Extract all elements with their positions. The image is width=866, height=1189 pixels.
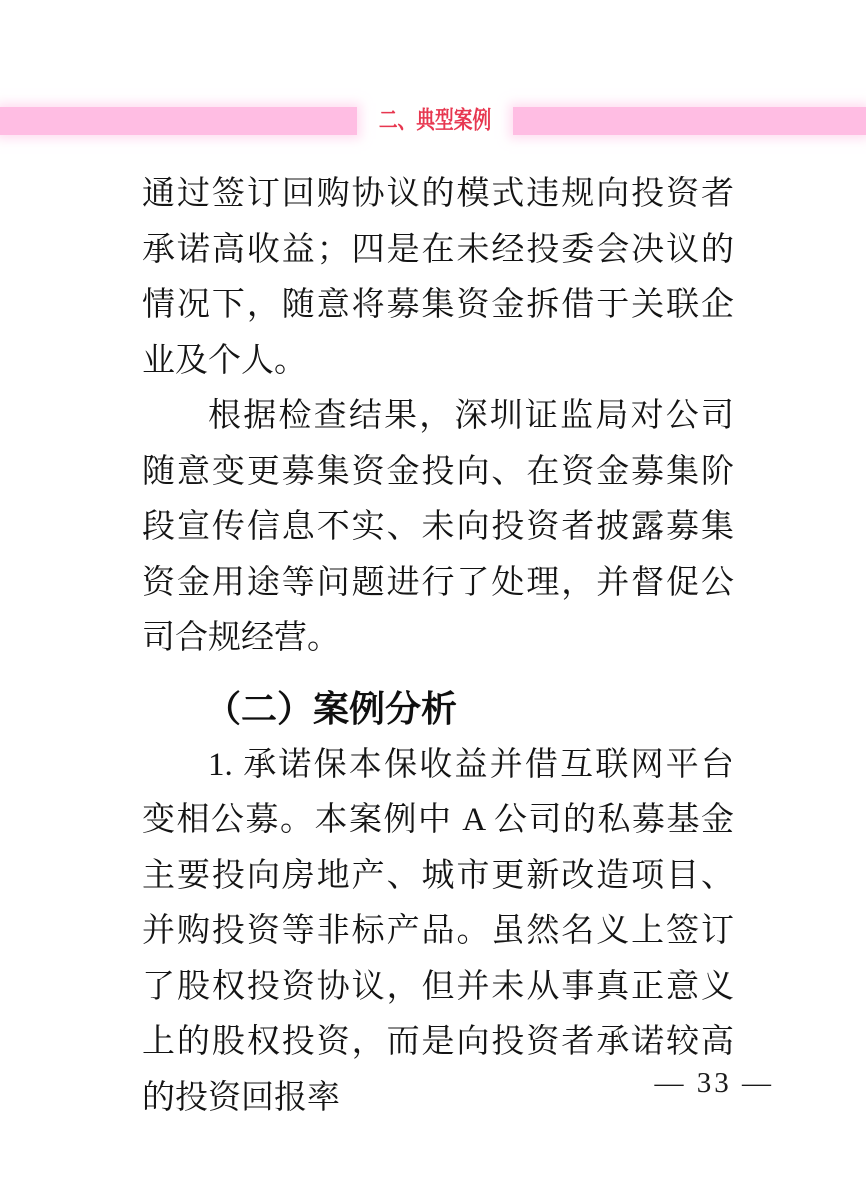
header-rule-left: [0, 107, 357, 135]
page-number: — 33 —: [654, 1067, 774, 1099]
paragraph: 根据检查结果，深圳证监局对公司随意变更募集资金投向、在资金募集阶段宣传信息不实、未向投资者披露募集资金用途等问题进行了处理，并督促公司合规经营。: [142, 398, 734, 656]
paragraph-continuation: 通过签订回购协议的模式违规向投资者承诺高收益；四是在未经投委会决议的情况下，随意将募集资金拆借于关联企业及个人。: [142, 176, 734, 379]
section-heading: （二）案例分析: [205, 688, 458, 729]
paragraph: 1. 承诺保本保收益并借互联网平台变相公募。本案例中 A 公司的私募基金主要投向房地产、城市更新改造项目、并购投资等非标产品。虽然名义上签订了股权投资协议，但并未从事真正意义上的股权投资，而是向投资者承诺较高的投资回报率: [142, 746, 734, 1116]
running-header-title: 二、典型案例: [378, 107, 492, 134]
page-body: [142, 167, 734, 1126]
running-header-band: [0, 107, 866, 135]
header-rule-right: [513, 107, 866, 135]
running-header: [357, 107, 513, 135]
